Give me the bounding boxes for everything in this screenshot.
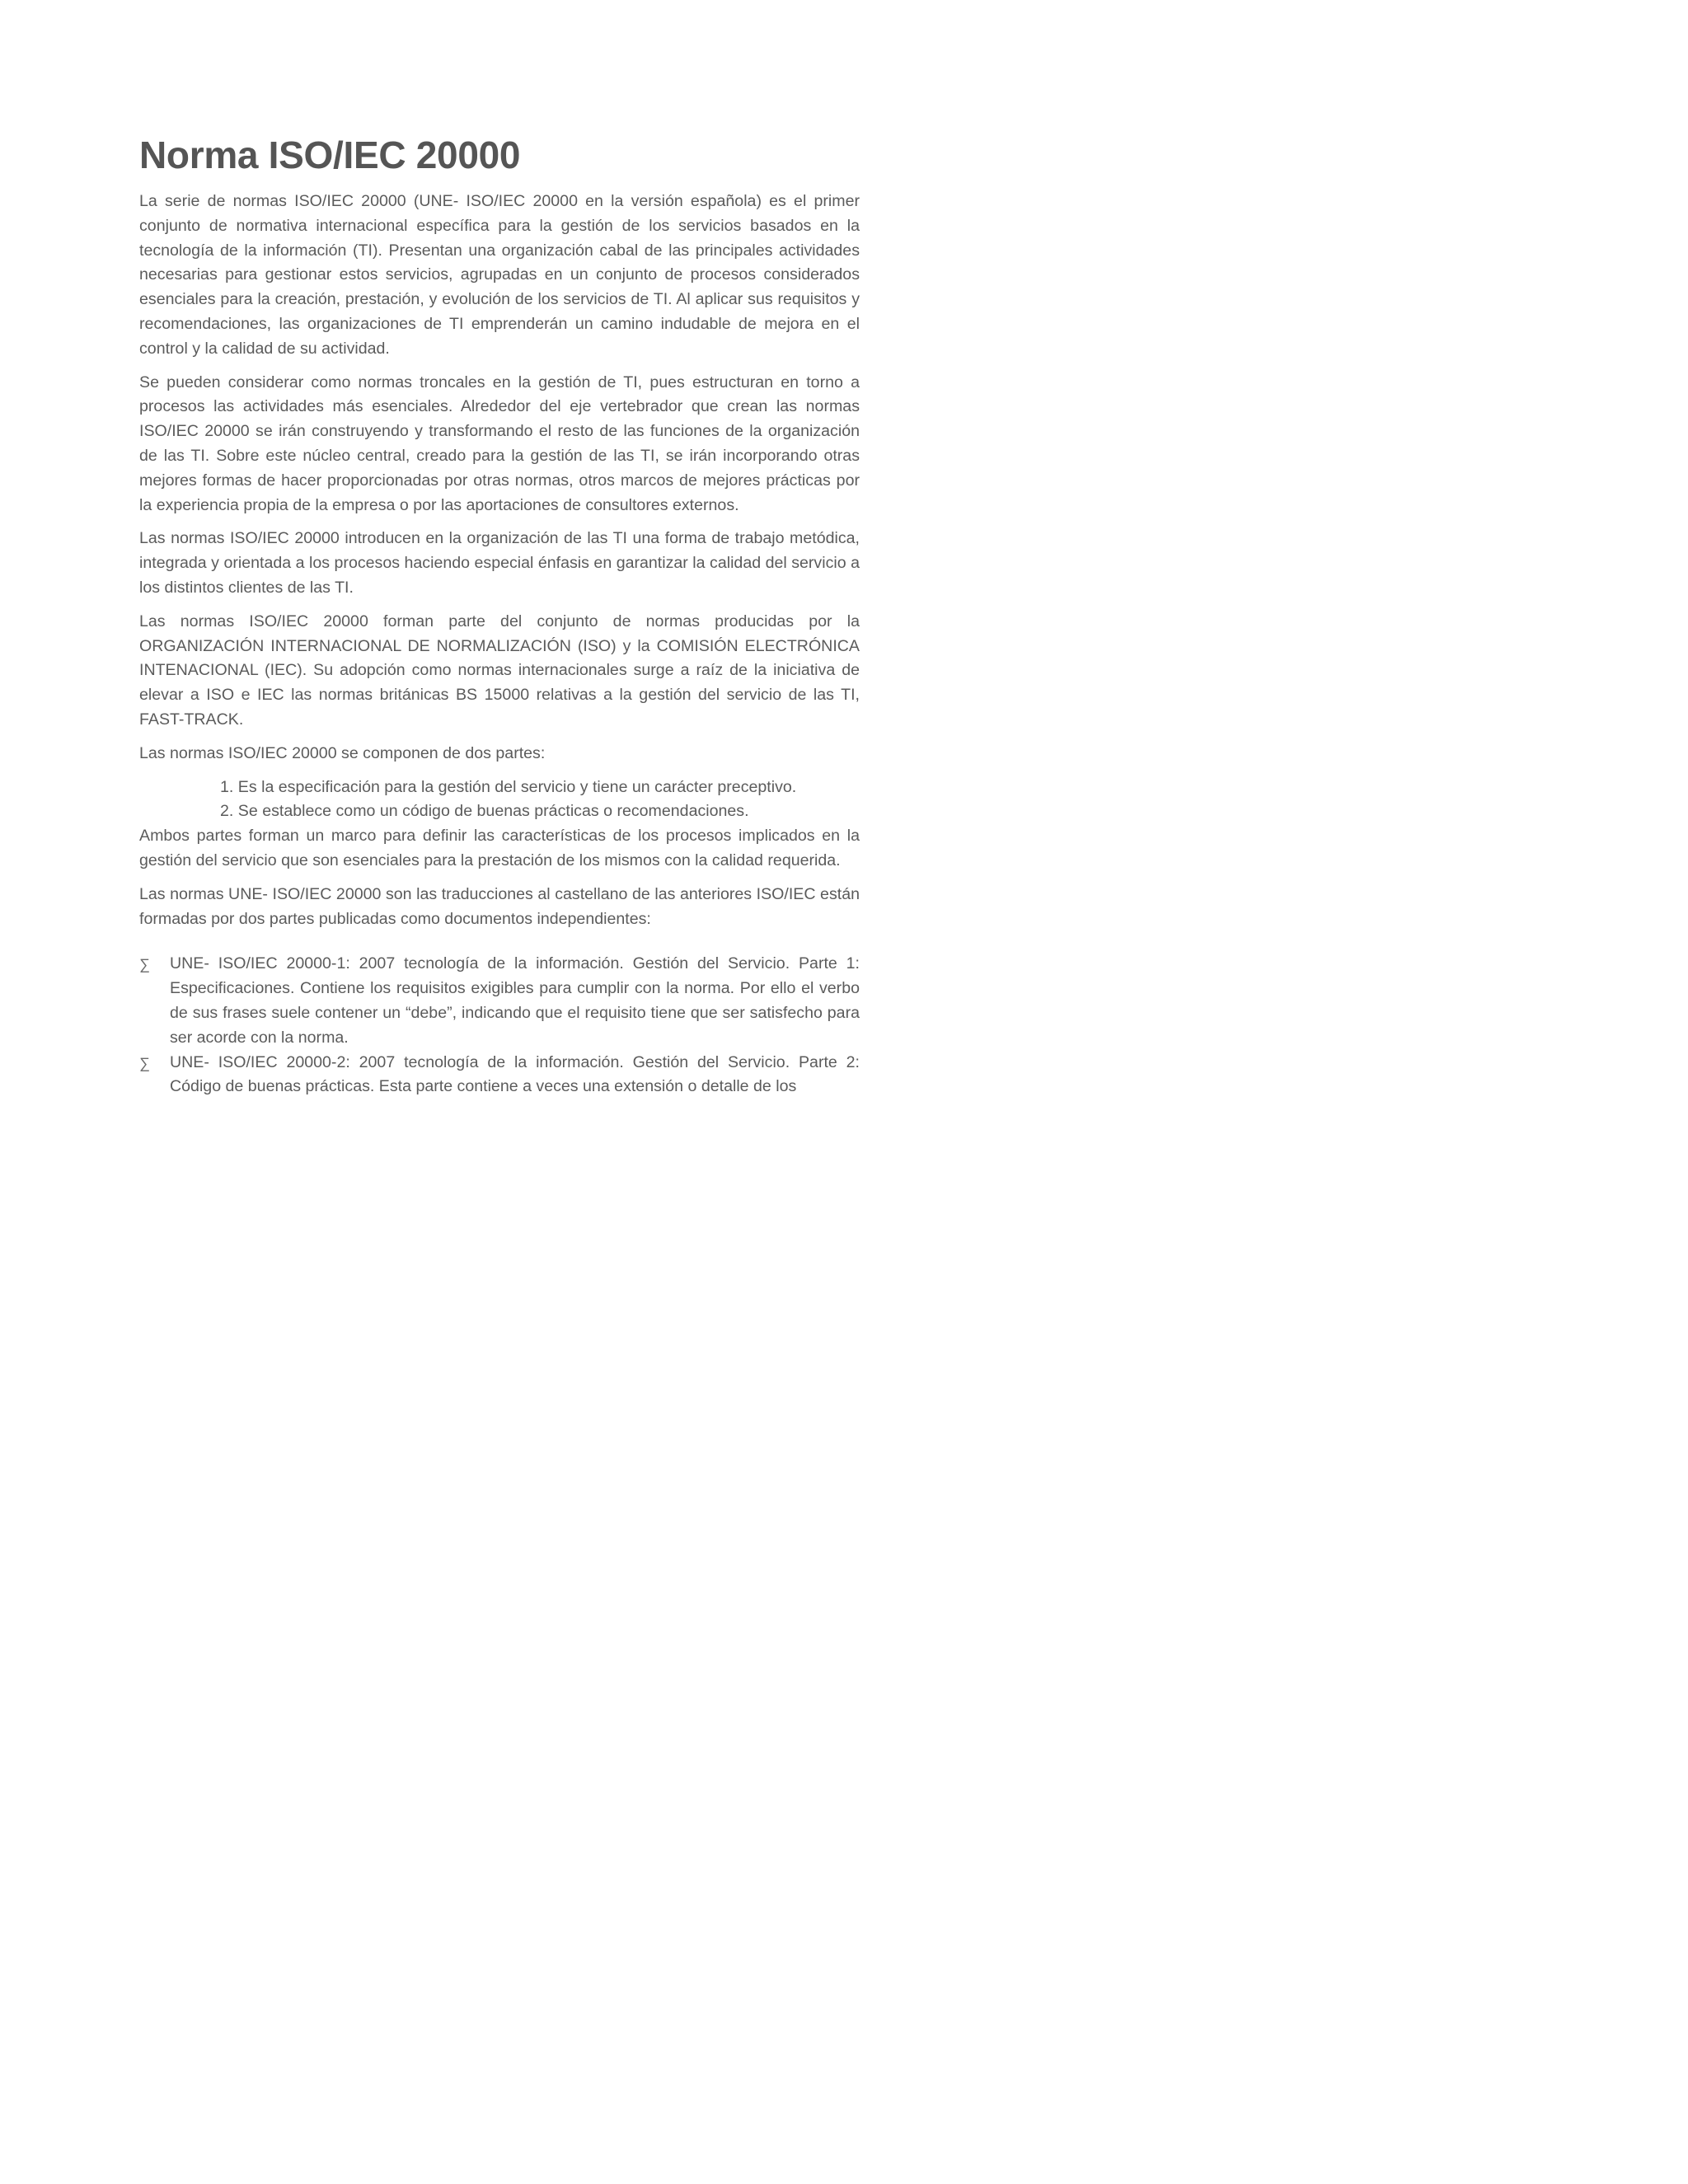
paragraph-core-norms: Se pueden considerar como normas troncales en la gestión de TI, pues estructuran en torno a procesos las actividades más esenciales. Alrededor del eje vertebrador que crean las normas ISO/IEC 20000 se irán construyendo y transformando el resto de las funciones de la organización de las TI. Sobre este núcleo central, creado para la gestión de las TI, se irán incorporando otras mejores formas de hacer proporcionadas por otras normas, otros marcos de mejores prácticas por la experiencia propia de la empresa o por las aportaciones de consultores externos. — [139, 373, 860, 514]
paragraph-iso-iec-origin: Las normas ISO/IEC 20000 forman parte del conjunto de normas producidas por la ORGANIZACIÓN INTERNACIONAL DE NORMALIZACIÓN (ISO) y la COMISIÓN ELECTRÓNICA INTENACIONAL (IEC). Su adopción como normas internacionales surge a raíz de la iniciativa de elevar a ISO e IEC las normas británicas BS 15000 relativas a la gestión del servicio de las TI, FAST-TRACK. — [139, 612, 860, 729]
paragraph-une-translations: Las normas UNE- ISO/IEC 20000 son las traducciones al castellano de las anteriores ISO/IEC están formadas por dos partes publicadas como documentos independientes: — [139, 884, 860, 928]
document-page — [139, 132, 860, 1099]
list-item — [139, 1051, 860, 1100]
sigma-bullet-icon: ∑ — [139, 1054, 150, 1071]
parts-list — [139, 776, 860, 825]
list-item-text: UNE- ISO/IEC 20000-1: 2007 tecnología de la información. Gestión del Servicio. Parte 1: Especificaciones. Contiene los requisitos exigibles para cumplir con la norma. Por ello el verbo de sus frases suele contener un “debe”, indicando que el requisito tiene que ser satisfecho para ser acorde con la norma. — [170, 954, 860, 1047]
paragraph-framework: Ambos partes forman un marco para definir las características de los procesos implicados en la gestión del servicio que son esenciales para la prestación de los mismos con la calidad requerida. — [139, 827, 860, 869]
sigma-bullet-icon: ∑ — [139, 956, 150, 973]
list-item-text: UNE- ISO/IEC 20000-2: 2007 tecnología de la información. Gestión del Servicio. Parte 2: Código de buenas prácticas. Esta parte contiene a veces una extensión o detalle de los — [170, 1052, 860, 1096]
paragraph-methodology: Las normas ISO/IEC 20000 introducen en la organización de las TI una forma de trabajo metódica, integrada y orientada a los procesos haciendo especial énfasis en garantizar la calidad del servicio a los distintos clientes de las TI. — [139, 529, 860, 597]
list-item: 2. Se establece como un código de buenas prácticas o recomendaciones. — [220, 802, 749, 821]
paragraph-intro: La serie de normas ISO/IEC 20000 (UNE- ISO/IEC 20000 en la versión española) es el primer conjunto de normativa internacional específica para la gestión de los servicios basados en la tecnología de la información (TI). Presentan una organización cabal de las principales actividades necesarias para gestionar estos servicios, agrupadas en un conjunto de procesos considerados esenciales para la creación, prestación, y evolución de los servicios de TI. Al aplicar sus requisitos y recomendaciones, las organizaciones de TI emprenderán un camino indudable de mejora en el control y la calidad de su actividad. — [139, 192, 860, 358]
list-item: 1. Es la especificación para la gestión del servicio y tiene un carácter preceptivo. — [220, 777, 797, 796]
document-title: Norma ISO/IEC 20000 — [139, 134, 521, 176]
list-item — [139, 952, 860, 1050]
paragraph-parts-intro: Las normas ISO/IEC 20000 se componen de dos partes: — [139, 743, 546, 762]
documents-list — [139, 952, 860, 1099]
